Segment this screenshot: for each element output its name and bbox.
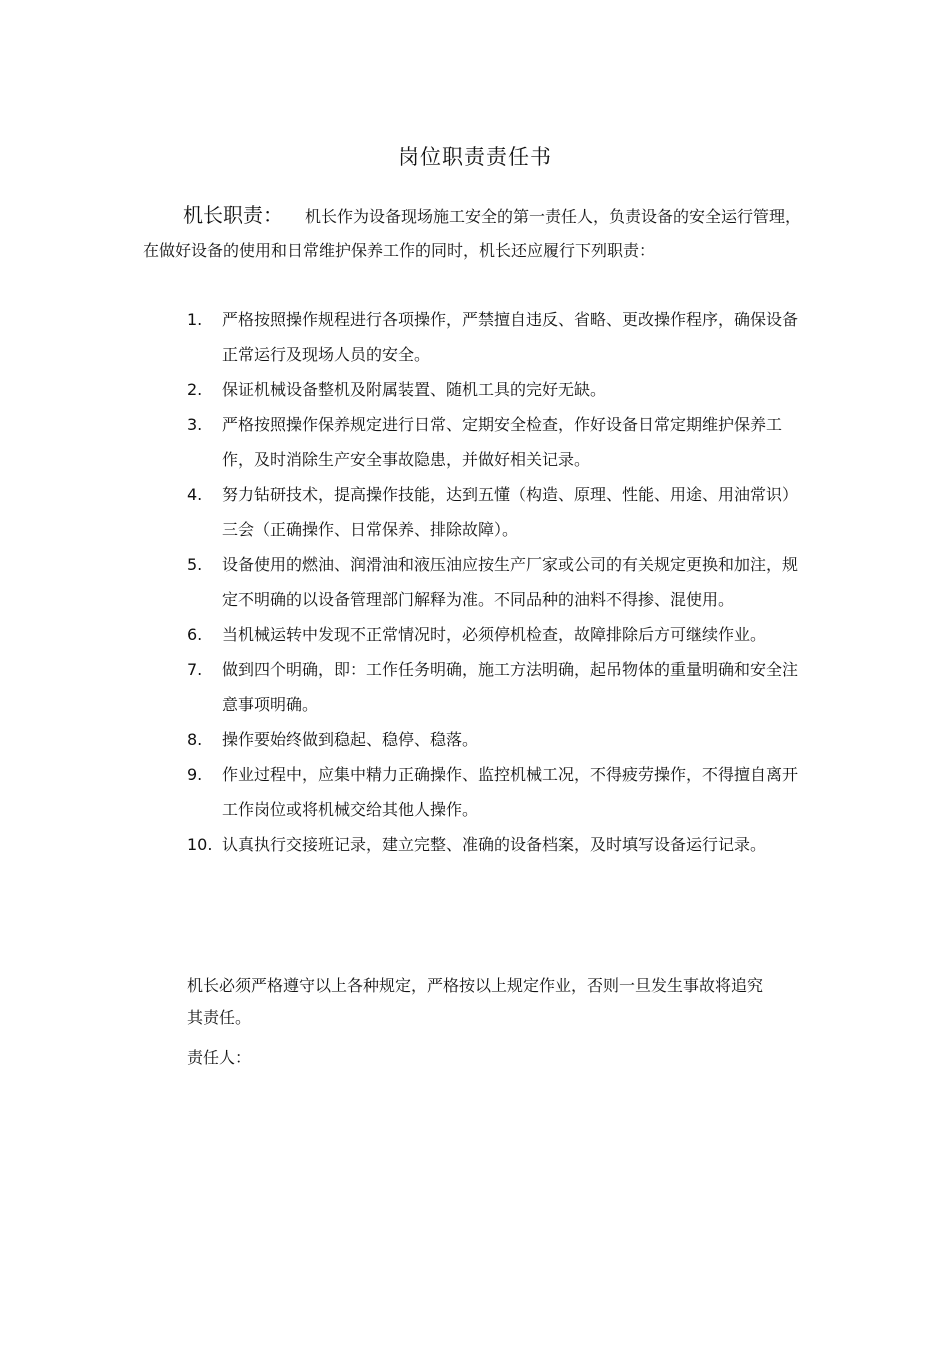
- list-item-number: 7.: [187, 660, 203, 679]
- list-item-text: 设备使用的燃油、润滑油和液压油应按生产厂家或公司的有关规定更换和加注，规定不明确的以设备管理部门解释为准。不同品种的油料不得掺、混使用。: [222, 555, 799, 609]
- list-item-text: 严格按照操作规程进行各项操作，严禁擅自违反、省略、更改操作程序，确保设备正常运行及现场人员的安全。: [222, 310, 799, 364]
- document-title: 岗位职责责任书: [398, 145, 552, 169]
- list-item-text: 做到四个明确，即：工作任务明确，施工方法明确，起吊物体的重量明确和安全注意事项明确。: [222, 660, 799, 714]
- intro-text: 机长作为设备现场施工安全的第一责任人，负责设备的安全运行管理，在做好设备的使用和日常维护保养工作的同时，机长还应履行下列职责：: [143, 207, 802, 260]
- list-item-number: 6.: [187, 625, 203, 644]
- list-item-number: 5.: [187, 555, 203, 574]
- intro-lead: 机长职责：: [183, 203, 283, 227]
- list-item: [187, 407, 799, 477]
- list-item-text: 保证机械设备整机及附属装置、随机工具的完好无缺。: [222, 380, 607, 399]
- list-item: [187, 477, 799, 547]
- list-item-text: 作业过程中，应集中精力正确操作、监控机械工况，不得疲劳操作，不得擅自离开工作岗位或将机械交给其他人操作。: [222, 765, 799, 819]
- list-item: [187, 722, 799, 757]
- list-item-text: 认真执行交接班记录，建立完整、准确的设备档案，及时填写设备运行记录。: [222, 835, 767, 854]
- list-item-number: 9.: [187, 765, 203, 784]
- list-item: [187, 652, 799, 722]
- list-item-number: 4.: [187, 485, 203, 504]
- list-item-number: 1.: [187, 310, 203, 329]
- list-item: [187, 547, 799, 617]
- list-item: [187, 827, 799, 862]
- list-item: [187, 372, 799, 407]
- signer-label: 责任人：: [187, 1048, 252, 1067]
- list-item-text: 当机械运转中发现不正常情况时，必须停机检查，故障排除后方可继续作业。: [222, 625, 767, 644]
- list-item-number: 10.: [187, 835, 213, 854]
- list-item: [187, 757, 799, 827]
- list-item-number: 2.: [187, 380, 203, 399]
- list-item: [187, 302, 799, 372]
- list-item-text: 努力钻研技术，提高操作技能，达到五懂（构造、原理、性能、用途、用油常识）三会（正确操作、日常保养、排除故障）。: [222, 485, 799, 539]
- closing-paragraph: 机长必须严格遵守以上各种规定，严格按以上规定作业，否则一旦发生事故将追究其责任。: [187, 976, 764, 1027]
- list-item-text: 严格按照操作保养规定进行日常、定期安全检查，作好设备日常定期维护保养工作，及时消除生产安全事故隐患，并做好相关记录。: [222, 415, 783, 469]
- list-item: [187, 617, 799, 652]
- duty-list: [187, 302, 799, 862]
- list-item-text: 操作要始终做到稳起、稳停、稳落。: [222, 730, 479, 749]
- list-item-number: 3.: [187, 415, 203, 434]
- list-item-number: 8.: [187, 730, 203, 749]
- intro-paragraph: [143, 198, 803, 268]
